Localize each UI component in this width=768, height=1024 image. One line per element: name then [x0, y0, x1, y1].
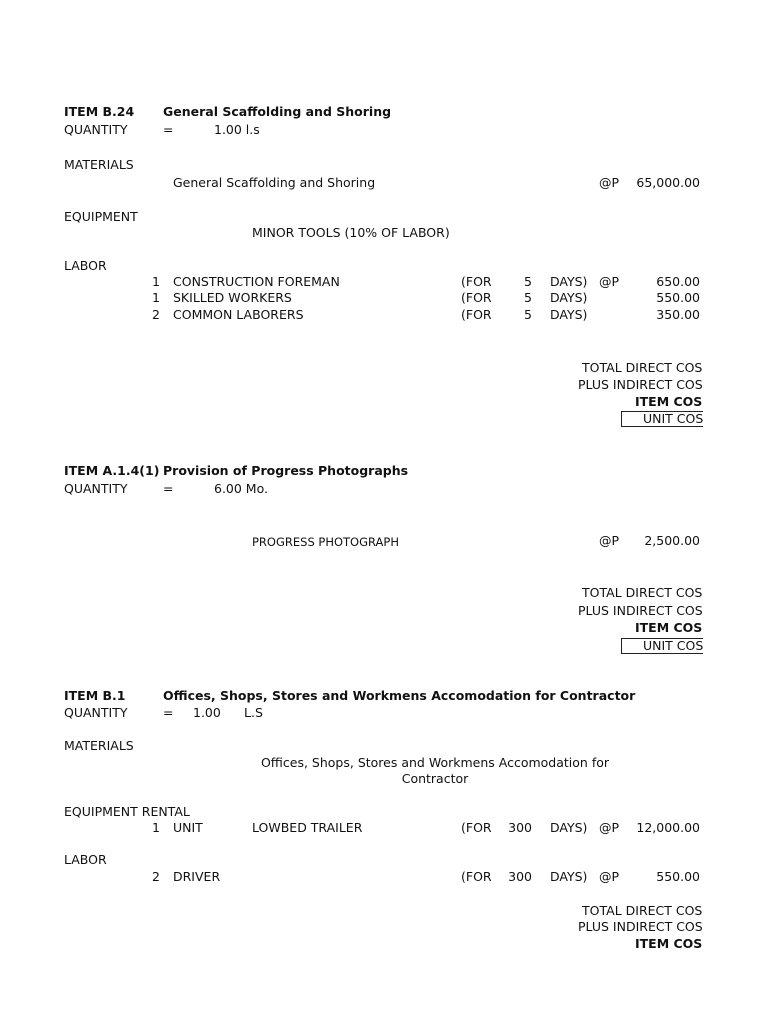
quantity-value: 1.00 — [193, 705, 221, 720]
labor-qty: 1 — [152, 274, 160, 289]
item-title: General Scaffolding and Shoring — [163, 104, 392, 119]
item-title: Provision of Progress Photographs — [163, 463, 409, 478]
days-label: DAYS) — [550, 290, 588, 305]
material-price: 65,000.00 — [636, 175, 700, 190]
line-description: PROGRESS PHOTOGRAPH — [252, 535, 399, 549]
for-label: (FOR — [461, 274, 492, 289]
plus-indirect-cost-label: PLUS INDIRECT COS — [578, 377, 703, 392]
equipment-qty: 1 — [152, 820, 160, 835]
labor-rate: 350.00 — [656, 307, 700, 322]
days-label: DAYS) — [550, 820, 588, 835]
quantity-label: QUANTITY — [64, 122, 128, 137]
material-description: General Scaffolding and Shoring — [173, 175, 376, 190]
equals-sign: = — [163, 122, 174, 137]
labor-rate: 650.00 — [656, 274, 700, 289]
equipment-unit: UNIT — [173, 820, 203, 835]
equals-sign: = — [163, 481, 174, 496]
days-count: 5 — [524, 307, 532, 322]
labor-description: SKILLED WORKERS — [173, 290, 292, 305]
line-price: 2,500.00 — [644, 533, 700, 548]
equals-sign: = — [163, 705, 174, 720]
quantity-label: QUANTITY — [64, 481, 128, 496]
labor-label: LABOR — [64, 258, 107, 273]
at-price-label: @P — [599, 869, 620, 884]
labor-rate: 550.00 — [656, 290, 700, 305]
at-price-label: @P — [599, 820, 620, 835]
at-price-label: @P — [599, 533, 620, 548]
labor-qty: 1 — [152, 290, 160, 305]
at-price-label: @P — [599, 175, 620, 190]
total-direct-cost-label: TOTAL DIRECT COS — [582, 360, 703, 375]
item-title: Offices, Shops, Stores and Workmens Accomodation for Contractor — [163, 688, 636, 703]
plus-indirect-cost-label: PLUS INDIRECT COS — [578, 603, 703, 618]
item-cost-label: ITEM COS — [635, 936, 703, 951]
quantity-unit: L.S — [244, 705, 263, 720]
labor-description: DRIVER — [173, 869, 221, 884]
item-cost-label: ITEM COS — [635, 620, 703, 635]
material-description-cont: Contractor — [401, 771, 469, 786]
labor-qty: 2 — [152, 307, 160, 322]
labor-description: COMMON LABORERS — [173, 307, 304, 322]
equipment-label: EQUIPMENT — [64, 209, 138, 224]
quantity-label: QUANTITY — [64, 705, 128, 720]
plus-indirect-cost-label: PLUS INDIRECT COS — [578, 919, 703, 934]
days-count: 5 — [524, 290, 532, 305]
equipment-description: MINOR TOOLS (10% OF LABOR) — [252, 225, 450, 240]
total-direct-cost-label: TOTAL DIRECT COS — [582, 903, 703, 918]
equipment-description: LOWBED TRAILER — [252, 820, 363, 835]
days-count: 5 — [524, 274, 532, 289]
item-cost-label: ITEM COS — [635, 394, 703, 409]
for-label: (FOR — [461, 820, 492, 835]
days-count: 300 — [508, 869, 532, 884]
at-price-label: @P — [599, 274, 620, 289]
unit-cost-label: UNIT COS — [643, 411, 703, 426]
labor-description: CONSTRUCTION FOREMAN — [173, 274, 340, 289]
for-label: (FOR — [461, 307, 492, 322]
item-code: ITEM B.1 — [64, 688, 126, 703]
days-count: 300 — [508, 820, 532, 835]
item-code: ITEM A.1.4(1) — [64, 463, 160, 478]
equipment-rental-label: EQUIPMENT RENTAL — [64, 804, 190, 819]
material-description: Offices, Shops, Stores and Workmens Accomodation for — [260, 755, 610, 770]
total-direct-cost-label: TOTAL DIRECT COS — [582, 585, 703, 600]
materials-label: MATERIALS — [64, 738, 134, 753]
labor-qty: 2 — [152, 869, 160, 884]
quantity-value: 6.00 Mo. — [214, 481, 268, 496]
labor-label: LABOR — [64, 852, 107, 867]
labor-rate: 550.00 — [656, 869, 700, 884]
item-code: ITEM B.24 — [64, 104, 135, 119]
quantity-value: 1.00 l.s — [214, 122, 260, 137]
days-label: DAYS) — [550, 274, 588, 289]
days-label: DAYS) — [550, 307, 588, 322]
for-label: (FOR — [461, 869, 492, 884]
days-label: DAYS) — [550, 869, 588, 884]
equipment-rate: 12,000.00 — [636, 820, 700, 835]
for-label: (FOR — [461, 290, 492, 305]
unit-cost-label: UNIT COS — [643, 638, 703, 653]
materials-label: MATERIALS — [64, 157, 134, 172]
